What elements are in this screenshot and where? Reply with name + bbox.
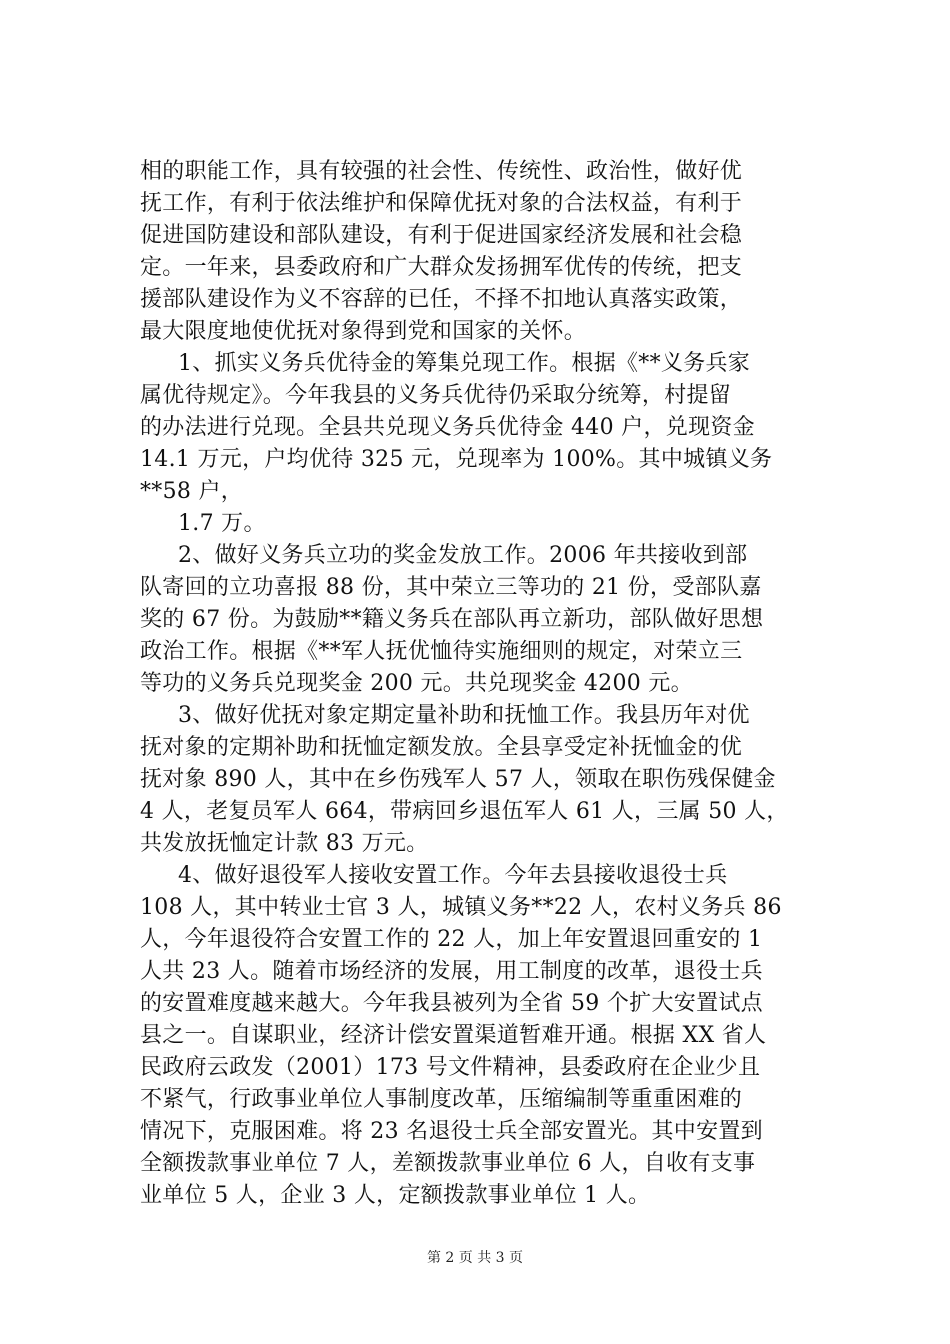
text-line: 相的职能工作，具有较强的社会性、传统性、政治性，做好优 — [140, 159, 743, 184]
text-line: 不紧气，行政事业单位人事制度改革，压缩编制等重重困难的 — [140, 1087, 743, 1112]
text-line: 援部队建设作为义不容辞的已任，不择不扣地认真落实政策， — [140, 287, 743, 312]
text-line: 定。一年来，县委政府和广大群众发扬拥军优传的传统，把支 — [140, 255, 743, 280]
text-line: 抚对象的定期补助和抚恤定额发放。全县享受定补抚恤金的优 — [140, 735, 743, 760]
text-line: 全额拨款事业单位 7 人，差额拨款事业单位 6 人，自收有支事 — [140, 1151, 756, 1176]
text-line: 抚工作，有利于依法维护和保障优抚对象的合法权益，有利于 — [140, 191, 743, 216]
text-line: 人共 23 人。随着市场经济的发展，用工制度的改革，退役士兵 — [140, 959, 763, 984]
text-line: 1、抓实义务兵优待金的筹集兑现工作。根据《**义务兵家 — [178, 351, 751, 376]
text-line: 4、做好退役军人接收安置工作。今年去县接收退役士兵 — [178, 863, 728, 888]
page-footer: 第 2 页 共 3 页 — [426, 1250, 524, 1266]
text-line: 等功的义务兵兑现奖金 200 元。共兑现奖金 4200 元。 — [140, 671, 693, 696]
document-body — [140, 156, 815, 1212]
text-line: **58 户， — [140, 479, 244, 504]
text-line: 抚对象 890 人，其中在乡伤残军人 57 人，领取在职伤残保健金 — [140, 767, 776, 792]
text-line: 最大限度地使优抚对象得到党和国家的关怀。 — [140, 319, 587, 344]
text-line: 3、做好优抚对象定期定量补助和抚恤工作。我县历年对优 — [178, 703, 750, 728]
text-line: 队寄回的立功喜报 88 份，其中荣立三等功的 21 份，受部队嘉 — [140, 575, 762, 600]
text-line: 的办法进行兑现。全县共兑现义务兵优待金 440 户，兑现资金 — [140, 415, 755, 440]
text-line: 业单位 5 人，企业 3 人，定额拨款事业单位 1 人。 — [140, 1183, 651, 1208]
text-line: 情况下，克服困难。将 23 名退役士兵全部安置光。其中安置到 — [140, 1119, 763, 1144]
text-line: 共发放抚恤定计款 83 万元。 — [140, 831, 429, 856]
text-line: 的安置难度越来越大。今年我县被列为全省 59 个扩大安置试点 — [140, 991, 763, 1016]
text-line: 1.7 万。 — [178, 511, 266, 536]
text-line: 促进国防建设和部队建设，有利于促进国家经济发展和社会稳 — [140, 223, 743, 248]
text-line: 政治工作。根据《**军人抚优恤待实施细则的规定，对荣立三 — [140, 639, 743, 664]
text-line: 108 人，其中转业士官 3 人，城镇义务**22 人，农村义务兵 86 — [140, 895, 782, 920]
text-line: 民政府云政发（2001）173 号文件精神，县委政府在企业少且 — [140, 1055, 761, 1080]
text-line: 2、做好义务兵立功的奖金发放工作。2006 年共接收到部 — [178, 543, 748, 568]
text-line: 县之一。自谋职业，经济计偿安置渠道暂难开通。根据 XX 省人 — [140, 1023, 767, 1048]
text-line: 属优待规定》。今年我县的义务兵优待仍采取分统筹，村提留 — [140, 383, 732, 408]
text-line: 人，今年退役符合安置工作的 22 人，加上年安置退回重安的 1 — [140, 927, 763, 952]
text-line: 4 人，老复员军人 664，带病回乡退伍军人 61 人，三属 50 人， — [140, 799, 789, 824]
text-line: 14.1 万元，户均优待 325 元，兑现率为 100%。其中城镇义务 — [140, 447, 773, 472]
text-line: 奖的 67 份。为鼓励**籍义务兵在部队再立新功，部队做好思想 — [140, 607, 764, 632]
